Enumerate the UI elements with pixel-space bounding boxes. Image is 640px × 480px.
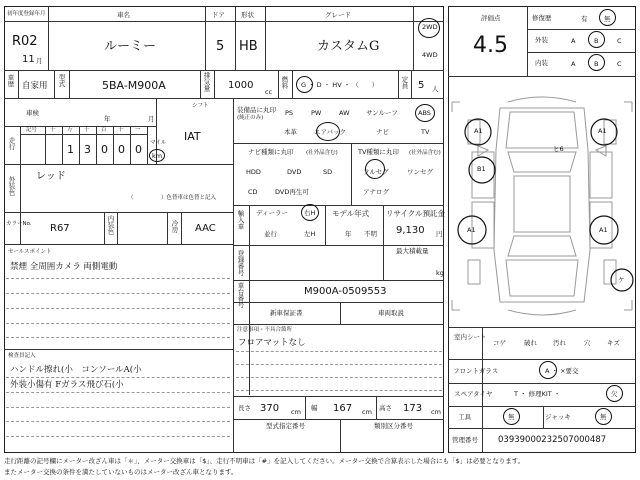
jack-value: 無 <box>600 413 607 421</box>
height-label: 高さ <box>379 404 392 412</box>
tools-value: 無 <box>508 413 515 421</box>
damage-mark: A1 <box>598 127 607 135</box>
spare-tire-options: T ・ 修理KIT ・ <box>514 390 561 398</box>
spare-tire-selected: 欠 <box>611 390 618 398</box>
max-load-unit: kg <box>436 269 444 277</box>
reg-number-label: 登録番号 <box>236 250 245 276</box>
equipment-abs: ABS <box>418 109 431 117</box>
model-year-year: 年 <box>345 230 352 238</box>
navi-hdd: HDD <box>246 168 261 176</box>
equipment-subtitle: (純正のみ) <box>237 115 264 121</box>
navi-sd: SD <box>323 168 333 176</box>
repair-yes: 有 <box>581 15 588 23</box>
score-label: 評価点 <box>481 14 501 22</box>
body-shape: HB <box>239 39 258 54</box>
interior-grade-a: A <box>571 60 576 68</box>
mileage-digit: 1 <box>67 143 74 156</box>
digit-header-100k: 十 <box>50 127 56 133</box>
first-reg-label: 初年度登録年月 <box>7 11 46 17</box>
mileage-digit: 0 <box>101 143 108 156</box>
tv-analog: アナログ <box>363 188 389 196</box>
navi-type-title: ナビ種類に丸印 <box>248 148 294 156</box>
damage-mark: A1 <box>599 226 608 234</box>
length-value: 370 <box>260 403 280 414</box>
interior-seat-label: 室内シート <box>454 333 487 341</box>
equipment-aw: AW <box>339 109 350 117</box>
inspector-line-1: ハンドル擦れ(小 コンソールA(小 <box>10 365 142 375</box>
fuel-options: G ・ D ・ HV ・ （ ） <box>301 81 379 89</box>
category-label: 車歴 <box>6 74 15 87</box>
inspection-month: 月 <box>148 115 155 123</box>
shift-label: シフト <box>192 103 209 109</box>
repair-no: 無 <box>604 15 611 23</box>
capacity-unit: 人 <box>432 85 439 93</box>
grade-label: グレード <box>325 11 351 19</box>
aircon-label: 冷房 <box>170 220 179 233</box>
first-reg-month: 11 <box>22 54 35 65</box>
max-load-label: 最大積載量 <box>396 247 429 255</box>
chassis-value: M900A-0509553 <box>304 286 387 297</box>
equipment-airbag: エアバック <box>314 128 346 136</box>
shape-label: 形状 <box>241 11 254 19</box>
exterior-label: 外装 <box>535 36 548 44</box>
warranty-label: 新車保証書 <box>270 309 303 317</box>
car-name: ルーミー <box>104 39 157 54</box>
digit-header-10k: 万 <box>67 127 73 133</box>
damage-mark: ケ <box>618 276 625 284</box>
color-no-value: R67 <box>50 223 70 234</box>
fuel-label: 燃料 <box>280 76 289 89</box>
door-label: ドア <box>212 11 225 19</box>
car-damage-diagram <box>448 90 636 322</box>
interior-grade-b: B <box>594 60 599 68</box>
door-count: 5 <box>216 39 225 54</box>
notes-value: フロアマットなし <box>238 338 306 348</box>
displacement-label: 排気量 <box>202 72 211 92</box>
class-number-label: 類別区分番号 <box>374 422 413 430</box>
manual-label: 車両取説 <box>378 309 404 317</box>
seat-tear: 破れ <box>524 339 537 347</box>
capacity-value: 5 <box>418 80 425 91</box>
tv-type-subtitle: (社外品含む) <box>409 150 441 156</box>
footer-note-2: またメーター交換の条件を満たしていないものはメーター改ざん車となります。 <box>4 468 238 476</box>
length-unit: cm <box>291 408 301 416</box>
import-parallel: 並行 <box>264 230 277 238</box>
color-label: 外装色 <box>7 176 16 196</box>
damage-mark: A1 <box>467 226 476 234</box>
first-reg-year: R02 <box>12 34 38 49</box>
notes-label: 注意事項・不具合箇所 <box>237 327 293 333</box>
displacement-value: 1000 <box>228 80 254 91</box>
displacement-unit: cc <box>265 88 273 96</box>
digit-header-100: 百 <box>101 127 107 133</box>
length-label: 長さ <box>238 404 251 412</box>
equipment-leather: 本革 <box>284 128 297 136</box>
digit-header-10: 十 <box>118 127 124 133</box>
grade-value: カスタムG <box>317 39 380 54</box>
recycle-value: 9,130 <box>396 225 425 236</box>
color-note: （ ）色替車は色替と記入 <box>128 195 217 201</box>
mileage-digit: 0 <box>135 143 142 156</box>
digit-header-1: 一 <box>135 127 141 133</box>
width-value: 167 <box>333 403 353 414</box>
interior-color-label: 内装色 <box>106 215 115 235</box>
seat-hole: 穴 <box>584 339 591 347</box>
management-number-label: 管理番号 <box>452 436 478 444</box>
digit-header-symbol: 記号 <box>26 127 38 133</box>
import-dealer: ディーラー <box>256 209 288 217</box>
capacity-label: 定員 <box>400 76 409 89</box>
mileage-digit: 3 <box>84 143 91 156</box>
inspector-line-2: 外装小傷有 Fガラス飛び石(小 <box>10 380 124 390</box>
mileage-label: 走行 <box>7 137 16 150</box>
spare-tire-label: スペアタイヤ <box>454 390 493 398</box>
equipment-tv: TV <box>421 128 430 136</box>
chassis-label: 車台番号 <box>236 282 245 308</box>
color-value: レッド <box>36 171 66 182</box>
km-unit: km <box>152 152 163 160</box>
equipment-pw: PW <box>311 109 322 117</box>
model-label: 型式 <box>57 74 66 87</box>
seat-dirt: 汚れ <box>553 339 566 347</box>
height-unit: cm <box>431 408 441 416</box>
exterior-grade-c: C <box>617 37 622 45</box>
equipment-ps: PS <box>285 109 294 117</box>
interior-label: 内装 <box>535 59 548 67</box>
equipment-navi: ナビ <box>376 128 389 136</box>
month-unit: 月 <box>36 57 43 65</box>
exterior-grade-b: B <box>594 37 599 45</box>
type-number-label: 型式指定番号 <box>266 422 305 430</box>
damage-mark: A1 <box>474 127 483 135</box>
frontglass-label: フロントガラス <box>453 367 499 375</box>
car-name-label: 車名 <box>117 11 130 19</box>
recycle-unit: 円 <box>436 230 443 238</box>
navi-cd: CD <box>248 188 258 196</box>
inspection-year: 年 <box>104 115 111 123</box>
navi-type-subtitle: (社外品含む) <box>306 150 338 156</box>
damage-mark: ヒ6 <box>553 145 564 153</box>
width-unit: cm <box>362 408 372 416</box>
model-value: 5BA-M900A <box>102 79 166 92</box>
interior-grade-c: C <box>617 60 622 68</box>
inspection-label: 車検 <box>26 109 39 117</box>
width-label: 幅 <box>311 404 318 412</box>
mile-unit: マイル <box>150 140 167 146</box>
import-label: 輸入車 <box>236 210 245 230</box>
repair-label: 修復歴 <box>532 14 552 22</box>
score-value: 4.5 <box>473 33 508 58</box>
tv-type-title: TV種類に丸印 <box>358 148 399 156</box>
tools-label: 工具 <box>458 413 471 421</box>
management-number-value: 03939000232507000487 <box>498 435 607 445</box>
seat-scratch: キズ <box>607 339 620 347</box>
damage-mark: B1 <box>477 165 486 173</box>
equipment-title: 装備品に丸印 <box>237 106 276 114</box>
import-right: 右H <box>304 209 316 217</box>
drive-2wd: 2WD <box>422 23 438 31</box>
model-year-label: モデル年式 <box>332 209 370 218</box>
category-value: 自家用 <box>22 81 48 91</box>
navi-dvd: DVD <box>287 168 302 176</box>
model-year-value: 不明 <box>364 230 377 238</box>
tv-oneseg: ワンセグ <box>407 168 433 176</box>
frontglass-options: A ・ ×要交 <box>545 367 579 375</box>
inspector-label: 検査員記入 <box>8 353 36 359</box>
tv-fullseg: フルセグ <box>363 168 389 176</box>
drive-4wd: 4WD <box>422 51 438 59</box>
height-value: 173 <box>403 403 423 414</box>
import-left: 左H <box>304 230 316 238</box>
navi-dvd-play: DVD再生可 <box>275 188 309 196</box>
jack-label: ジャッキ <box>545 413 571 421</box>
seat-burn: コゲ <box>493 339 506 347</box>
sales-point-label: セールスポイント <box>8 249 52 255</box>
equipment-sunroof: サンルーフ <box>366 109 398 117</box>
exterior-grade-a: A <box>571 37 576 45</box>
color-no-label: カラーNo. <box>6 221 32 227</box>
recycle-label: リサイクル預託金 <box>386 209 445 218</box>
mileage-digit: 0 <box>118 143 125 156</box>
shift-value: IAT <box>184 130 201 143</box>
footer-note-1: 走行距離の記号欄にメーター改ざん車は「＊」、メーター交換車は「$」、走行不明車は「#」を記入してください。メーター交換で合算表示した場合にも「$」は必要となります。 <box>4 457 525 465</box>
digit-header-1k: 千 <box>84 127 90 133</box>
sales-point-text: 禁煙 全周囲カメラ 両側電動 <box>10 262 118 272</box>
aircon-value: AAC <box>195 223 216 234</box>
